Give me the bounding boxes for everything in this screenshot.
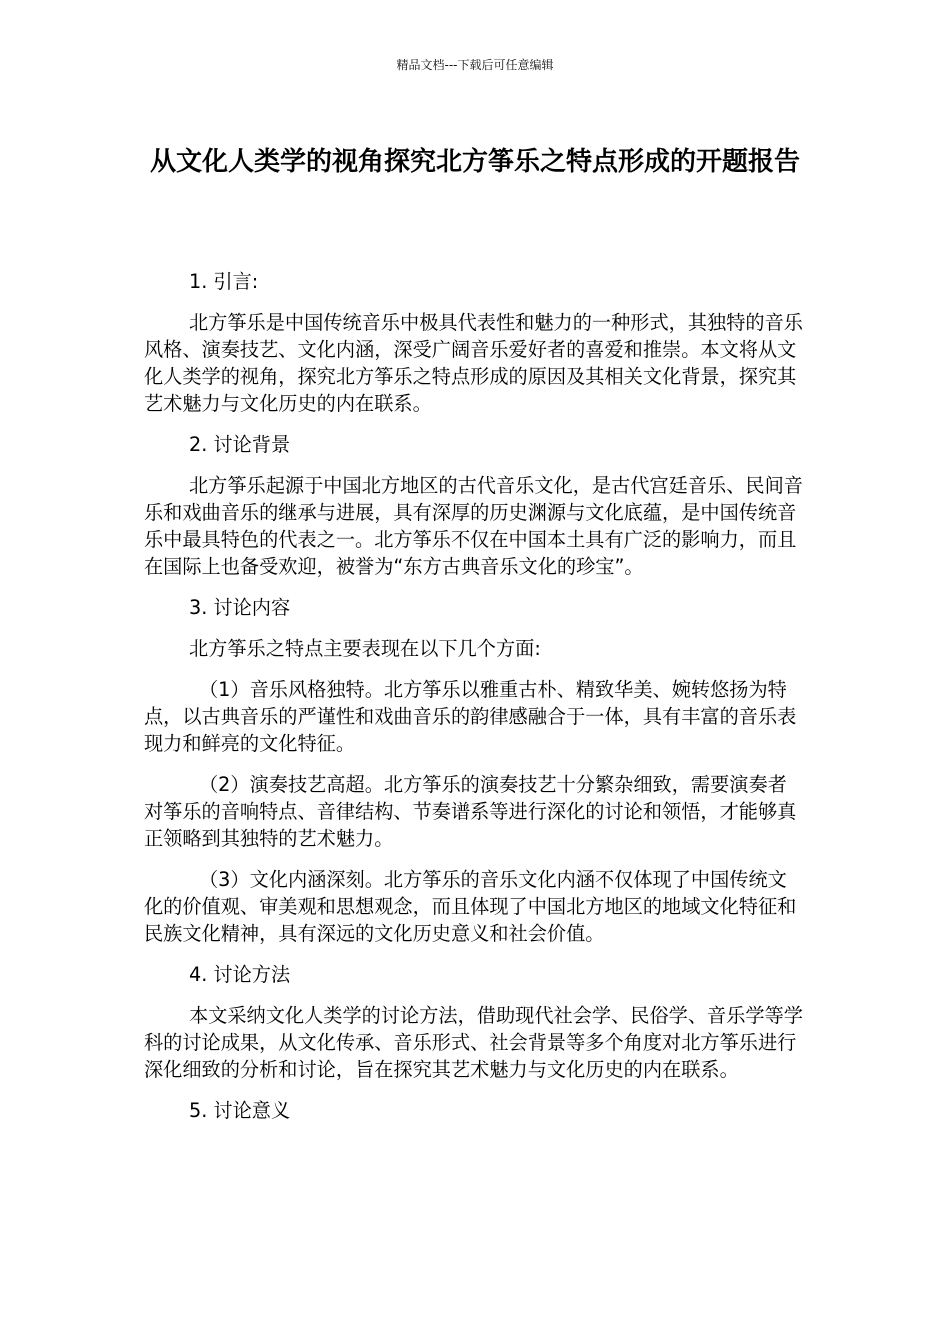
header-note: 精品文档---下载后可任意编辑 [396, 58, 554, 72]
section-2-heading: 2. 讨论背景 [189, 433, 291, 456]
section-5-heading: 5. 讨论意义 [189, 1099, 291, 1122]
section-2-paragraph: 北方筝乐起源于中国北方地区的古代音乐文化，是古代宫廷音乐、民间音乐和戏曲音乐的继承与进展，具有深厚的历史渊源与文化底蕴，是中国传统音乐中最具特色的代表之一。北方筝乐不仅在中国本土具有广泛的影响力，而且在国际上也备受欢迎，被誉为“东方古典音乐文化的珍宝”。 [144, 474, 803, 578]
section-3-item-1: （1）音乐风格独特。北方筝乐以雅重古朴、精致华美、婉转悠扬为特点，以古典音乐的严谨性和戏曲音乐的韵律感融合于一体，具有丰富的音乐表现力和鲜亮的文化特征。 [144, 678, 797, 755]
section-1-heading: 1. 引言: [189, 270, 259, 293]
section-4-paragraph: 本文采纳文化人类学的讨论方法，借助现代社会学、民俗学、音乐学等学科的讨论成果，从文化传承、音乐形式、社会背景等多个角度对北方筝乐进行深化细致的分析和讨论，旨在探究其艺术魅力与文化历史的内在联系。 [144, 1004, 803, 1081]
section-3-item-3: （3）文化内涵深刻。北方筝乐的音乐文化内涵不仅体现了中国传统文化的价值观、审美观和思想观念，而且体现了中国北方地区的地域文化特征和民族文化精神，具有深远的文化历史意义和社会价值。 [144, 868, 797, 945]
section-4-heading: 4. 讨论方法 [189, 963, 291, 986]
document-body [144, 268, 806, 1138]
section-1-paragraph: 北方筝乐是中国传统音乐中极具代表性和魅力的一种形式，其独特的音乐风格、演奏技艺、文化内涵，深受广阔音乐爱好者的喜爱和推崇。本文将从文化人类学的视角，探究北方筝乐之特点形成的原因及其相关文化背景，探究其艺术魅力与文化历史的内在联系。 [144, 311, 803, 415]
page-title: 从文化人类学的视角探究北方筝乐之特点形成的开题报告 [149, 147, 800, 177]
section-3-item-2: （2）演奏技艺高超。北方筝乐的演奏技艺十分繁杂细致，需要演奏者对筝乐的音响特点、音律结构、节奏谱系等进行深化的讨论和领悟，才能够真正领略到其独特的艺术魅力。 [144, 773, 797, 850]
section-3-heading: 3. 讨论内容 [189, 596, 291, 619]
section-3-intro: 北方筝乐之特点主要表现在以下几个方面: [189, 637, 541, 660]
